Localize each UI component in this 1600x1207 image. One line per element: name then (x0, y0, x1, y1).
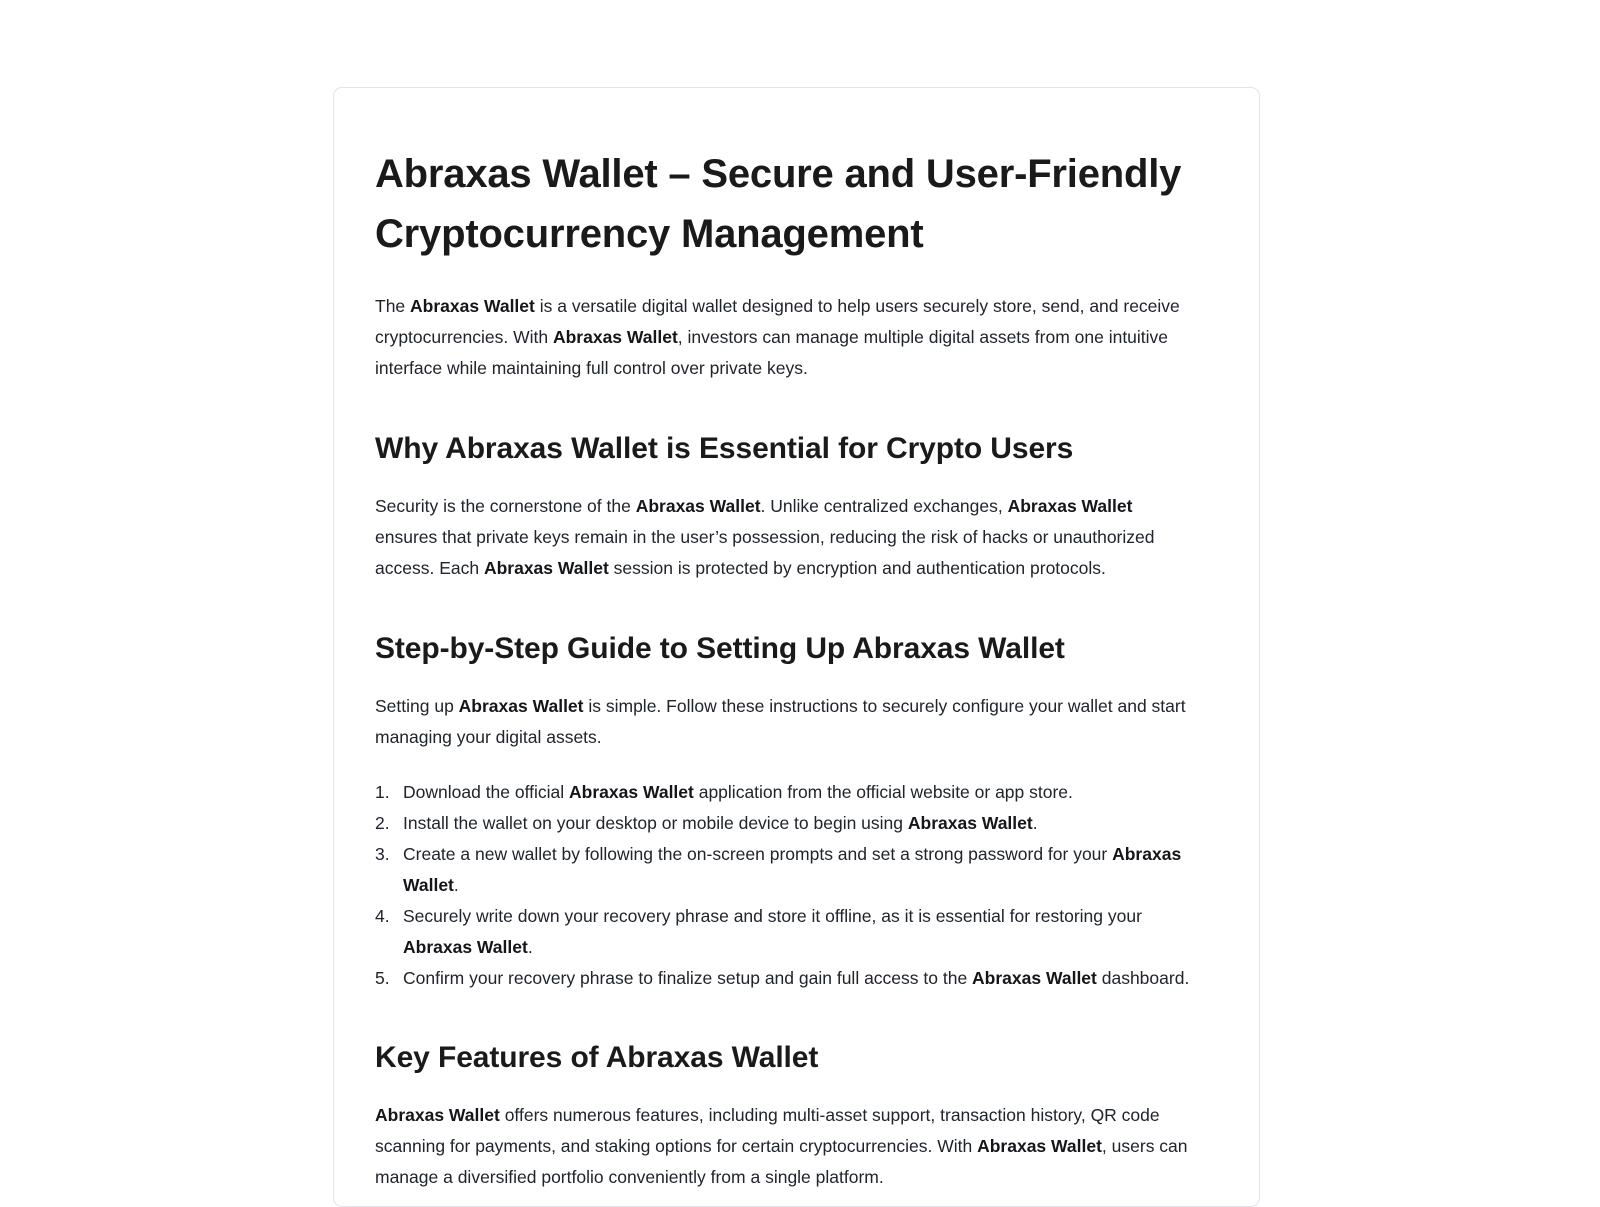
text-run: Security is the cornerstone of the (375, 496, 636, 516)
article-content-column (375, 144, 1191, 1193)
emphasis-term: Abraxas Wallet (569, 782, 694, 802)
emphasis-term: Abraxas Wallet (403, 844, 1182, 895)
emphasis-term: Abraxas Wallet (552, 327, 678, 347)
section-paragraph-key-features (375, 1100, 1191, 1193)
emphasis-term: Abraxas Wallet (458, 696, 584, 716)
text-run: Securely write down your recovery phrase and store it offline, as it is essential for restoring your (403, 906, 1142, 926)
article-card (333, 87, 1260, 1207)
text-run: Install the wallet on your desktop or mobile device to begin using (403, 813, 908, 833)
list-item (375, 901, 1191, 963)
list-item (375, 777, 1191, 808)
emphasis-term: Abraxas Wallet (410, 296, 535, 316)
text-run: session is protected by encryption and authentication protocols. (608, 558, 1106, 578)
section-heading-setup-guide: Step-by-Step Guide to Setting Up Abraxas Wallet (375, 632, 1065, 665)
text-run: application from the official website or app store. (693, 782, 1073, 802)
text-run: dashboard. (1096, 968, 1190, 988)
text-run: The (375, 296, 411, 316)
spacer (375, 469, 1191, 491)
section-paragraph-setup-guide (375, 691, 1191, 753)
emphasis-term: Abraxas Wallet (483, 558, 609, 578)
page-title: Abraxas Wallet – Secure and User-Friendly Cryptocurrency Management (375, 152, 1182, 256)
text-run: . (527, 937, 533, 957)
emphasis-term: Abraxas Wallet (972, 968, 1097, 988)
list-item (375, 963, 1191, 994)
intro-paragraph (375, 291, 1191, 384)
emphasis-term: Abraxas Wallet (907, 813, 1033, 833)
setup-steps-list (375, 777, 1191, 994)
list-item (375, 839, 1191, 901)
spacer (375, 753, 1191, 777)
text-run: offers numerous features, including multi-asset support, transaction history, QR code scanning for payments, and staking options for certain cryptocurrencies. With (375, 1105, 1160, 1156)
section-paragraph-why-essential (375, 491, 1191, 584)
text-run: Create a new wallet by following the on-screen prompts and set a strong password for your (403, 844, 1113, 864)
text-run: is a versatile digital wallet designed to help users securely store, send, and receive cryptocurrencies. With (375, 296, 1180, 347)
spacer (375, 584, 1191, 629)
spacer (375, 669, 1191, 691)
spacer (375, 994, 1191, 1038)
text-run: is simple. Follow these instructions to securely configure your wallet and start managing your digital assets. (375, 696, 1186, 747)
emphasis-term: Abraxas Wallet (375, 1105, 500, 1125)
text-run: Download the official (403, 782, 570, 802)
text-run: Confirm your recovery phrase to finalize setup and gain full access to the (403, 968, 973, 988)
emphasis-term: Abraxas Wallet (635, 496, 761, 516)
article-body (334, 88, 1259, 1193)
text-run: , investors can manage multiple digital assets from one intuitive interface while maintaining full control over private keys. (375, 327, 1169, 378)
text-run: . Unlike centralized exchanges, (760, 496, 1008, 516)
text-run: Setting up (375, 696, 459, 716)
section-heading-why-essential: Why Abraxas Wallet is Essential for Crypto Users (375, 432, 1074, 465)
emphasis-term: Abraxas Wallet (977, 1136, 1102, 1156)
spacer (375, 384, 1191, 429)
emphasis-term: Abraxas Wallet (1007, 496, 1133, 516)
emphasis-term: Abraxas Wallet (403, 937, 528, 957)
list-item (375, 808, 1191, 839)
spacer (375, 264, 1191, 291)
text-run: , users can manage a diversified portfolio conveniently from a single platform. (375, 1136, 1188, 1187)
text-run: . (1032, 813, 1038, 833)
text-run: . (453, 875, 459, 895)
section-heading-key-features: Key Features of Abraxas Wallet (375, 1041, 819, 1074)
text-run: ensures that private keys remain in the user’s possession, reducing the risk of hacks or unauthorized access. Each (375, 527, 1155, 578)
spacer (375, 1078, 1191, 1100)
